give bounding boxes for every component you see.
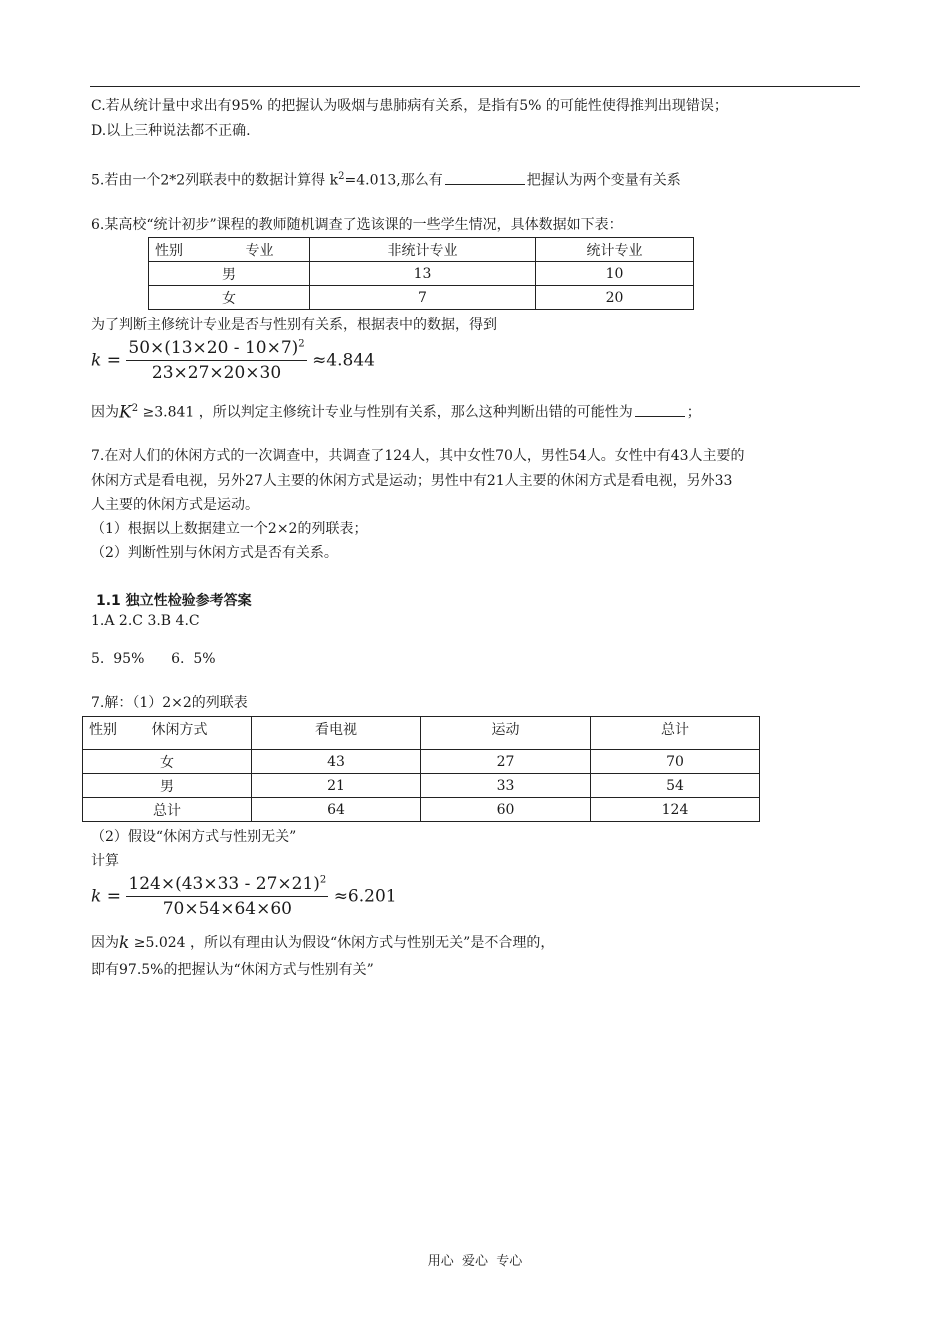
formula-numerator (126, 338, 306, 361)
formula-approx: ≈6.201 (333, 886, 397, 907)
numerator-sup: 2 (298, 338, 305, 350)
numerator-sup: 2 (319, 874, 327, 886)
q6c-end: ； (686, 404, 701, 421)
row-label: 女 (149, 286, 310, 310)
corner-left-label: 性别 (89, 722, 117, 738)
q7-part-2: （2）判断性别与休闲方式是否有关系。 (91, 545, 338, 561)
table-cell: 7 (310, 286, 536, 310)
table-row (149, 286, 694, 310)
option-c: C.若从统计量中求出有95% 的把握认为吸烟与患肺病有关系，是指有5% 的可能性使得推判出现错误； (91, 98, 728, 114)
formula-numerator (126, 874, 328, 897)
question-6: 6.某高校“统计初步”课程的教师随机调查了选该课的一些学生情况，具体数据如下表： (91, 217, 623, 233)
answer-7-conclusion: 即有97.5%的把握认为“休闲方式与性别有关” (91, 962, 374, 978)
table-cell: 10 (536, 262, 694, 286)
table-cell: 21 (252, 774, 421, 798)
reason-pre: 因为 (91, 935, 119, 951)
answers-title: 1.1 独立性检验参考答案 (96, 593, 252, 609)
table-row (83, 750, 760, 774)
q5-text-a: 5.若由一个2*2列联表中的数据计算得 k (91, 172, 339, 189)
question-5 (91, 167, 681, 191)
table-row (83, 798, 760, 822)
table-cell: 33 (421, 774, 591, 798)
answers-1-4: 1.A 2.C 3.B 4.C (91, 613, 200, 629)
formula-eq: = (106, 886, 121, 907)
answer-7-reason (91, 933, 554, 953)
q6-conclusion (91, 399, 701, 423)
formula-approx: ≈4.844 (312, 350, 375, 371)
table-cell: 54 (591, 774, 760, 798)
row-label: 男 (149, 262, 310, 286)
table-corner-cell (83, 717, 252, 750)
q7-line-2: 休闲方式是看电视，另外27人主要的休闲方式是运动；男性中有21人主要的休闲方式是看电视，另外33 (91, 473, 733, 489)
corner-left-label: 性别 (155, 242, 183, 259)
formula-k: k (91, 886, 102, 907)
q6-answer-blank[interactable] (635, 402, 685, 417)
formula-denominator: 23×27×20×30 (151, 363, 282, 383)
col-header-total: 总计 (591, 717, 760, 750)
table-cell: 43 (252, 750, 421, 774)
table-cell: 60 (421, 798, 591, 822)
numerator-text: 124×(43×33 - 27×21) (128, 874, 320, 894)
table-cell: 64 (252, 798, 421, 822)
q5-text-c: 把握认为两个变量有关系 (526, 172, 681, 189)
q6c-pre: 因为 (91, 404, 119, 421)
q7-line-1: 7.在对人们的休闲方式的一次调查中，共调查了124人，其中女性70人，男性54人。女性中有43人主要的 (91, 448, 745, 464)
col-header-non-stat: 非统计专业 (310, 238, 536, 262)
formula-eq: = (106, 350, 121, 371)
formula-k: k (91, 350, 102, 371)
row-label: 男 (83, 774, 252, 798)
reason-k: k (119, 933, 130, 953)
formula-fraction (126, 874, 328, 919)
option-d: D.以上三种说法都不正确. (91, 123, 251, 139)
reason-mid: ≥5.024 ，所以有理由认为假设“休闲方式与性别无关”是不合理的， (129, 935, 555, 951)
formula-k1 (91, 338, 375, 383)
table-row (149, 262, 694, 286)
table-cell: 13 (310, 262, 536, 286)
formula-k2 (91, 874, 397, 919)
q5-text-b: =4.013,那么有 (344, 172, 443, 189)
answer-7-compute: 计算 (91, 853, 119, 869)
answer-7-part-2: （2）假设“休闲方式与性别无关” (91, 829, 297, 845)
corner-right-label: 休闲方式 (151, 722, 208, 738)
table-corner-cell (149, 238, 310, 262)
table-header-row (83, 717, 760, 750)
row-label: 总计 (83, 798, 252, 822)
row-label: 女 (83, 750, 252, 774)
q7-part-1: （1）根据以上数据建立一个2×2的列联表； (91, 521, 368, 537)
leisure-gender-table (82, 716, 760, 822)
col-header-sport: 运动 (421, 717, 591, 750)
q6c-mid: ≥3.841 ，所以判定主修统计专业与性别有关系，那么这种判断出错的可能性为 (138, 404, 633, 421)
q6-intro: 为了判断主修统计专业是否与性别有关系，根据表中的数据，得到 (91, 317, 497, 333)
major-gender-table (148, 237, 694, 310)
answers-5-6: 5. 95% 6. 5% (91, 651, 216, 667)
corner-right-label: 专业 (245, 242, 274, 259)
q6c-sup: 2 (131, 403, 139, 414)
table-cell: 70 (591, 750, 760, 774)
table-row (83, 774, 760, 798)
table-cell: 20 (536, 286, 694, 310)
table-cell: 27 (421, 750, 591, 774)
col-header-tv: 看电视 (252, 717, 421, 750)
numerator-text: 50×(13×20 - 10×7) (128, 338, 299, 358)
table-cell: 124 (591, 798, 760, 822)
header-rule (90, 86, 860, 87)
col-header-stat: 统计专业 (536, 238, 694, 262)
page-footer: 用心 爱心 专心 (427, 1254, 523, 1269)
formula-fraction (126, 338, 306, 383)
q5-answer-blank[interactable] (445, 170, 525, 185)
q5-sup: 2 (338, 171, 345, 182)
answer-7-intro: 7.解：（1）2×2的列联表 (91, 695, 248, 711)
q6c-k: K (119, 402, 132, 423)
formula-denominator: 70×54×64×60 (162, 899, 292, 919)
q7-line-3: 人主要的休闲方式是运动。 (91, 497, 259, 513)
table-header-row (149, 238, 694, 262)
